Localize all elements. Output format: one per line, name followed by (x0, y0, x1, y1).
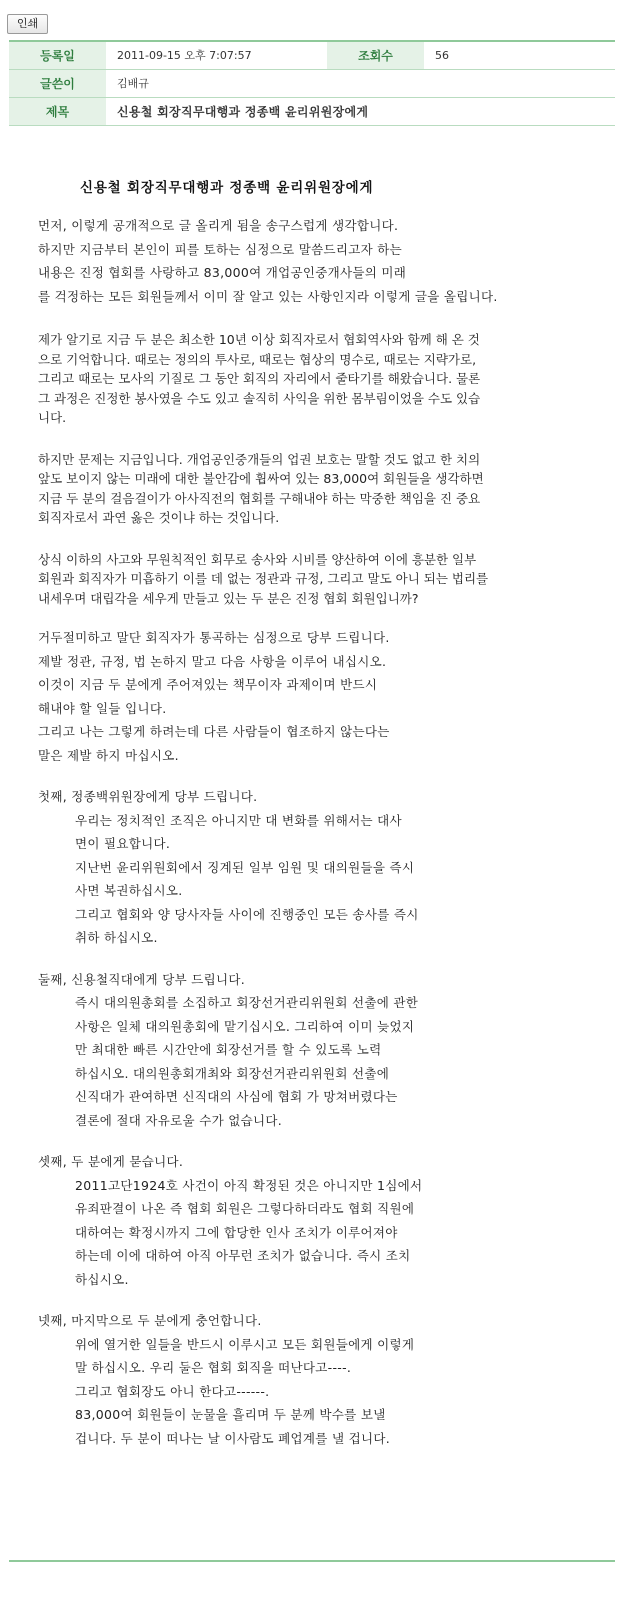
text-line: 앞도 보이지 않는 미래에 대한 불안감에 휩싸여 있는 83,000여 회원들을 생각하면 (38, 471, 484, 486)
text-line: 제가 알기로 지금 두 분은 최소한 10년 이상 회직자로서 협회역사와 함께 해 온 것 (38, 332, 480, 347)
title-label: 제목 (9, 97, 106, 125)
views-label: 조회수 (327, 41, 424, 69)
text-line: 하십시오. 대의원총회개최와 회장선거관리위원회 선출에 (75, 1065, 390, 1081)
title-value: 신용철 회장직무대행과 정종백 윤리위원장에게 (106, 97, 615, 125)
text-line: 면이 필요합니다. (75, 836, 171, 851)
text-line: 유죄판결이 나온 즉 협회 회원은 그렇다하더라도 협회 직원에 (75, 1201, 415, 1216)
paragraph-question (38, 550, 586, 609)
text-line: 회직자로서 과연 옳은 것이냐 하는 것입니다. (38, 510, 280, 525)
text-line: 사항은 일체 대의원총회에 맡기십시오. 그리하여 이미 늦었지 (75, 1018, 415, 1034)
text-line: 그리고 때로는 모사의 기질로 그 동안 회직의 자리에서 줄타기를 해왔습니다. 물론 (38, 371, 481, 386)
author-value: 김배규 (106, 69, 615, 97)
text-line: 말 하십시오. 우리 둘은 협회 회직을 떠난다고----. (75, 1360, 352, 1375)
section-second (38, 968, 586, 1133)
text-line: 그리고 나는 그렇게 하려는데 다른 사람들이 협조하지 않는다는 (38, 724, 390, 739)
text-line: 으로 기억합니다. 때로는 정의의 투사로, 때로는 협상의 명수로, 때로는 지략가로, (38, 351, 477, 367)
text-line: 그 과정은 진정한 봉사였을 수도 있고 솔직히 사익을 위한 몸부림이었을 수도 있습 (38, 390, 481, 406)
post-body (38, 214, 586, 1450)
text-line: 내용은 진정 협회를 사랑하고 83,000여 개업공인중개사들의 미래 (38, 265, 407, 280)
text-line: 사면 복권하십시오. (75, 883, 183, 898)
section-fourth (38, 1309, 586, 1450)
section-first-heading: 첫째, 정종백위원장에게 당부 드립니다. (38, 789, 258, 804)
section-second-body (38, 991, 586, 1132)
meta-row-author (9, 69, 615, 97)
section-third-heading: 셋째, 두 분에게 묻습니다. (38, 1154, 184, 1169)
meta-row-title (9, 97, 615, 125)
text-line: 그리고 협회장도 아니 한다고------. (75, 1383, 270, 1399)
section-first (38, 785, 586, 950)
text-line: 하는데 이에 대하여 아직 아무런 조치가 없습니다. 즉시 조치 (75, 1248, 411, 1263)
paragraph-request (38, 626, 586, 767)
text-line: 신직대가 관여하면 신직대의 사심에 협회 가 망쳐버렸다는 (75, 1089, 398, 1104)
post-meta-table (9, 40, 615, 126)
section-third (38, 1150, 586, 1291)
text-line: 취하 하십시오. (75, 930, 158, 945)
text-line: 하지만 문제는 지금입니다. 개업공인중개들의 업권 보호는 말할 것도 없고 한 치의 (38, 451, 481, 467)
text-line: 를 걱정하는 모든 회원들께서 이미 잘 알고 있는 사항인지라 이렇게 글을 올립니다. (38, 288, 498, 304)
text-line: 니다. (38, 410, 67, 425)
text-line: 하지만 지금부터 본인이 피를 토하는 심정으로 말씀드리고자 하는 (38, 241, 403, 257)
text-line: 먼저, 이렇게 공개적으로 글 올리게 됨을 송구스럽게 생각합니다. (38, 218, 399, 233)
text-line: 결론에 절대 자유로울 수가 없습니다. (75, 1112, 282, 1128)
text-line: 해내야 할 일들 입니다. (38, 700, 167, 716)
post-heading: 신용철 회장직무대행과 정종백 윤리위원장에게 (80, 180, 374, 196)
author-label: 글쓴이 (9, 69, 106, 97)
paragraph-background (38, 330, 586, 428)
text-line: 내세우며 대립각을 세우게 만들고 있는 두 분은 진정 협회 회원입니까? (38, 590, 419, 606)
text-line: 겁니다. 두 분이 떠나는 날 이사람도 폐업계를 낼 겁니다. (75, 1430, 390, 1446)
text-line: 우리는 정치적인 조직은 아니지만 대 변화를 위해서는 대사 (75, 812, 402, 828)
text-line: 상식 이하의 사고와 무원칙적인 회무로 송사와 시비를 양산하여 이에 흥분한 일부 (38, 551, 477, 567)
date-value: 2011-09-15 오후 7:07:57 (106, 41, 327, 69)
text-line: 대하여는 확정시까지 그에 합당한 인사 조치가 이루어져야 (75, 1224, 398, 1240)
text-line: 만 최대한 빠른 시간안에 회장선거를 할 수 있도록 노력 (75, 1042, 382, 1057)
print-button[interactable]: 인쇄 (7, 14, 48, 34)
text-line: 말은 제발 하지 마십시오. (38, 747, 179, 763)
text-line: 83,000여 회원들이 눈물을 흘리며 두 분께 박수를 보낼 (75, 1407, 386, 1422)
bottom-divider (9, 1560, 615, 1562)
text-line: 회원과 회직자가 미흡하기 이를 데 없는 정관과 규정, 그리고 말도 아니 되는 법리를 (38, 571, 489, 586)
text-line: 제발 정관, 규정, 법 논하지 말고 다음 사항을 이루어 내십시오. (38, 653, 387, 669)
text-line: 하십시오. (75, 1271, 129, 1287)
text-line: 지금 두 분의 걸음걸이가 아사직전의 협회를 구해내야 하는 막중한 책임을 진 중요 (38, 490, 481, 506)
paragraph-intro (38, 214, 586, 308)
section-first-body (38, 809, 586, 950)
text-line: 즉시 대의원총회를 소집하고 회장선거관리위원회 선출에 관한 (75, 995, 419, 1010)
text-line: 거두절미하고 말단 회직자가 통곡하는 심정으로 당부 드립니다. (38, 630, 390, 645)
section-fourth-heading: 넷째, 마지막으로 두 분에게 충언합니다. (38, 1313, 262, 1328)
date-label: 등록일 (9, 41, 106, 69)
section-fourth-body (38, 1333, 586, 1451)
text-line: 지난번 윤리위원회에서 징계된 일부 임원 및 대의원들을 즉시 (75, 859, 415, 875)
text-line: 이것이 지금 두 분에게 주어져있는 책무이자 과제이며 반드시 (38, 677, 378, 692)
text-line: 그리고 협회와 양 당사자들 사이에 진행중인 모든 송사를 즉시 (75, 906, 419, 922)
text-line: 2011고단1924호 사건이 아직 확정된 것은 아니지만 1심에서 (75, 1177, 423, 1193)
section-third-body (38, 1174, 586, 1292)
paragraph-problem (38, 450, 586, 528)
section-second-heading: 둘째, 신용철직대에게 당부 드립니다. (38, 971, 245, 987)
text-line: 위에 열거한 일들을 반드시 이루시고 모든 회원들에게 이렇게 (75, 1336, 415, 1352)
views-value: 56 (424, 41, 615, 69)
meta-row-date (9, 41, 615, 69)
